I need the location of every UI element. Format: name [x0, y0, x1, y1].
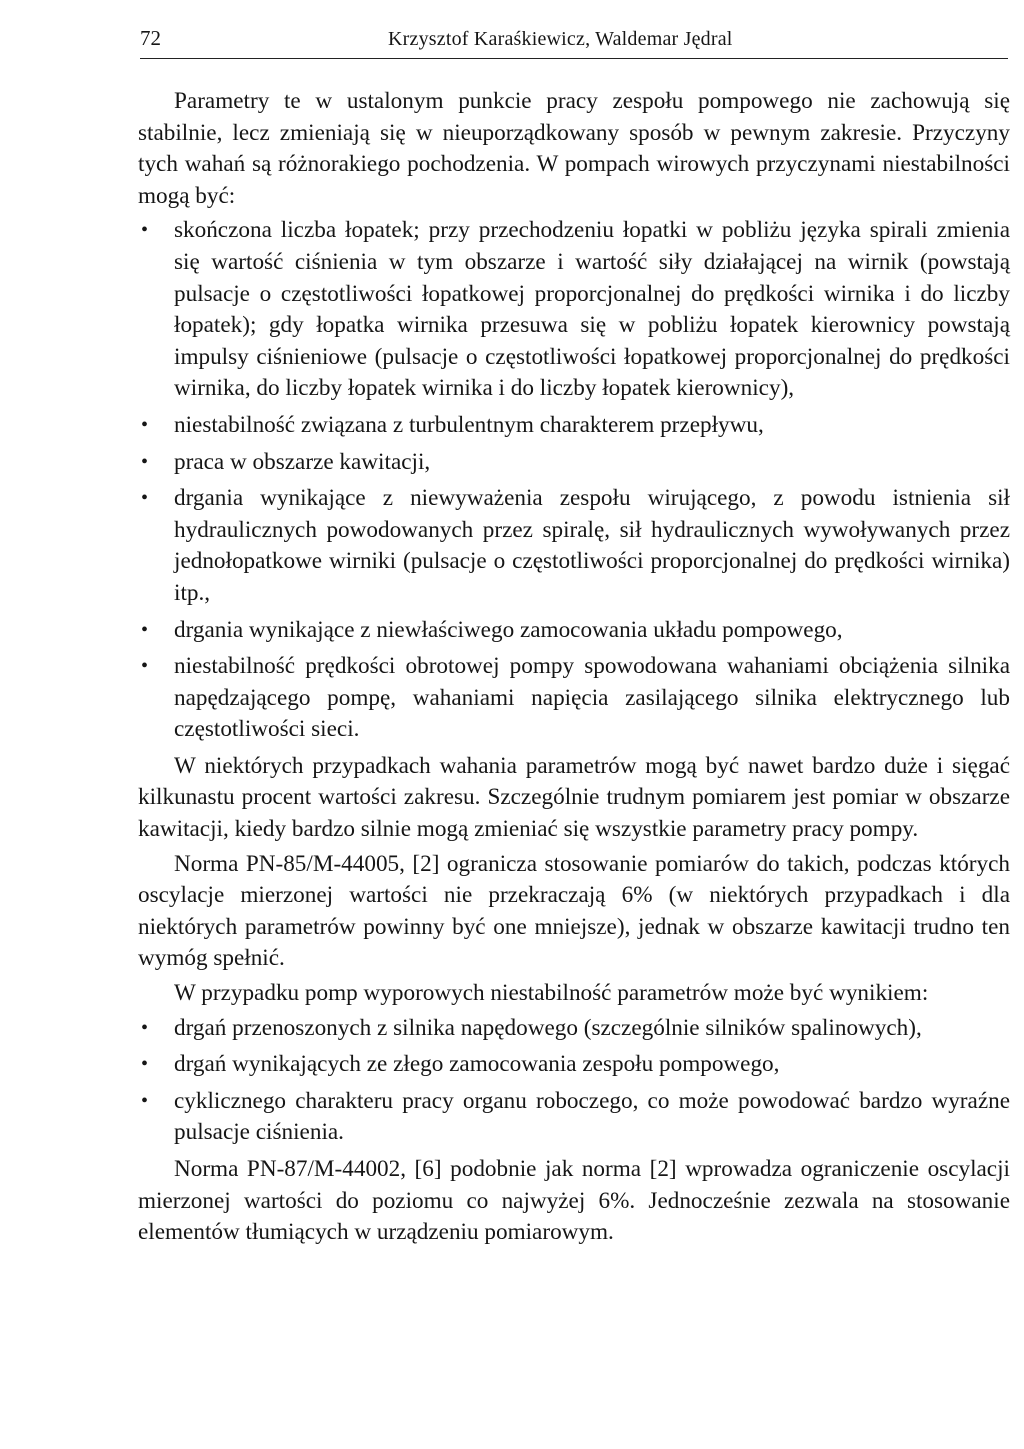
- bullet-icon: •: [141, 450, 149, 473]
- list-item: [138, 447, 1010, 479]
- bullet-icon: •: [141, 413, 149, 436]
- list-item-text: cyklicznego charakteru pracy organu roboczego, co może powodować bardzo wyraźne pulsacje ciśnienia.: [174, 1087, 1010, 1146]
- bullet-icon: •: [141, 219, 149, 242]
- paragraph-displacement-pumps: W przypadku pomp wyporowych niestabilność parametrów może być wynikiem:: [174, 980, 929, 1007]
- intro-paragraph: Parametry te w ustalonym punkcie pracy zespołu pompowego nie zachowują się stabilnie, lecz zmieniają się w nieuporządkowany sposób w pewnym zakresie. Przyczyny tych wahań są różnorakiego pochodzenia. W pompach wirowych przyczynami niestabilności mogą być:: [138, 88, 1010, 209]
- pump-instability-causes-list: [138, 215, 1010, 746]
- bullet-icon: •: [141, 1016, 149, 1039]
- list-item-text: niestabilność związana z turbulentnym charakterem przepływu,: [174, 411, 764, 438]
- paragraph-standard-44002: Norma PN-87/M-44002, [6] podobnie jak norma [2] wprowadza ograniczenie oscylacji mierzonej wartości do poziomu co najwyżej 6%. Jednocześnie zezwala na stosowanie elementów tłumiących w urządzeniu pomiarowym.: [138, 1156, 1010, 1246]
- list-item: [138, 615, 1010, 647]
- bullet-icon: •: [141, 618, 149, 641]
- bullet-icon: •: [141, 1089, 149, 1112]
- page-number: 72: [140, 26, 161, 50]
- list-item: [138, 215, 1010, 405]
- bullet-icon: •: [141, 655, 149, 678]
- running-head: Krzysztof Karaśkiewicz, Waldemar Jędral: [388, 28, 733, 50]
- page-header: [140, 22, 1008, 59]
- list-item-text: praca w obszarze kawitacji,: [174, 448, 431, 475]
- list-item: [138, 410, 1010, 442]
- list-item: [138, 651, 1010, 746]
- paragraph-standard-44005: Norma PN-85/M-44005, [2] ogranicza stosowanie pomiarów do takich, podczas których oscylacje mierzonej wartości nie przekraczają 6% (w niektórych przypadkach i dla niektórych parametrów powinny być one mniejsze), jednak w obszarze kawitacji trudno ten wymóg spełnić.: [138, 850, 1010, 972]
- list-item: [138, 1086, 1010, 1149]
- paragraph-fluctuations: W niektórych przypadkach wahania parametrów mogą być nawet bardzo duże i sięgać kilkunastu procent wartości zakresu. Szczególnie trudnym pomiarem jest pomiar w obszarze kawitacji, kiedy bardzo silnie mogą zmieniać się wszystkie parametry pracy pompy.: [138, 752, 1010, 843]
- bullet-icon: •: [141, 487, 149, 510]
- list-item: [138, 1049, 1010, 1081]
- displacement-pump-causes-list: [138, 1013, 1010, 1149]
- bullet-icon: •: [141, 1053, 149, 1076]
- list-item: [138, 1013, 1010, 1045]
- list-item-text: drgania wynikające z niewłaściwego zamocowania układu pompowego,: [174, 616, 843, 643]
- list-item-text: drgania wynikające z niewyważenia zespołu wirującego, z powodu istnienia sił hydraulicznych powodowanych przez spiralę, sił hydraulicznych wywoływanych przez jednołopatkowe wirniki (pulsacje o częstotliwości proporcjonalnej do prędkości wirnika) itp.,: [174, 485, 1010, 606]
- list-item: [138, 483, 1010, 609]
- list-item-text: skończona liczba łopatek; przy przechodzeniu łopatki w pobliżu języka spirali zmienia się wartość ciśnienia w tym obszarze i wartość siły działającej na wirnik (powstają pulsacje o częstotliwości łopatkowej proporcjonalnej do prędkości wirnika i do liczby łopatek); gdy łopatka wirnika przesuwa się w pobliżu łopatek kierownicy powstają impulsy ciśnieniowe (pulsacje o częstotliwości łopatkowej proporcjonalnej do prędkości wirnika, do liczby łopatek wirnika i do liczby łopatek kierownicy),: [174, 217, 1010, 402]
- list-item-text: drgań wynikających ze złego zamocowania zespołu pompowego,: [174, 1051, 780, 1078]
- list-item-text: drgań przenoszonych z silnika napędowego (szczególnie silników spalinowych),: [174, 1014, 922, 1041]
- body-text: [138, 86, 1010, 1252]
- list-item-text: niestabilność prędkości obrotowej pompy spowodowana wahaniami obciążenia silnika napędzającego pompę, wahaniami napięcia zasilającego silnika elektrycznego lub częstotliwości sieci.: [174, 653, 1010, 743]
